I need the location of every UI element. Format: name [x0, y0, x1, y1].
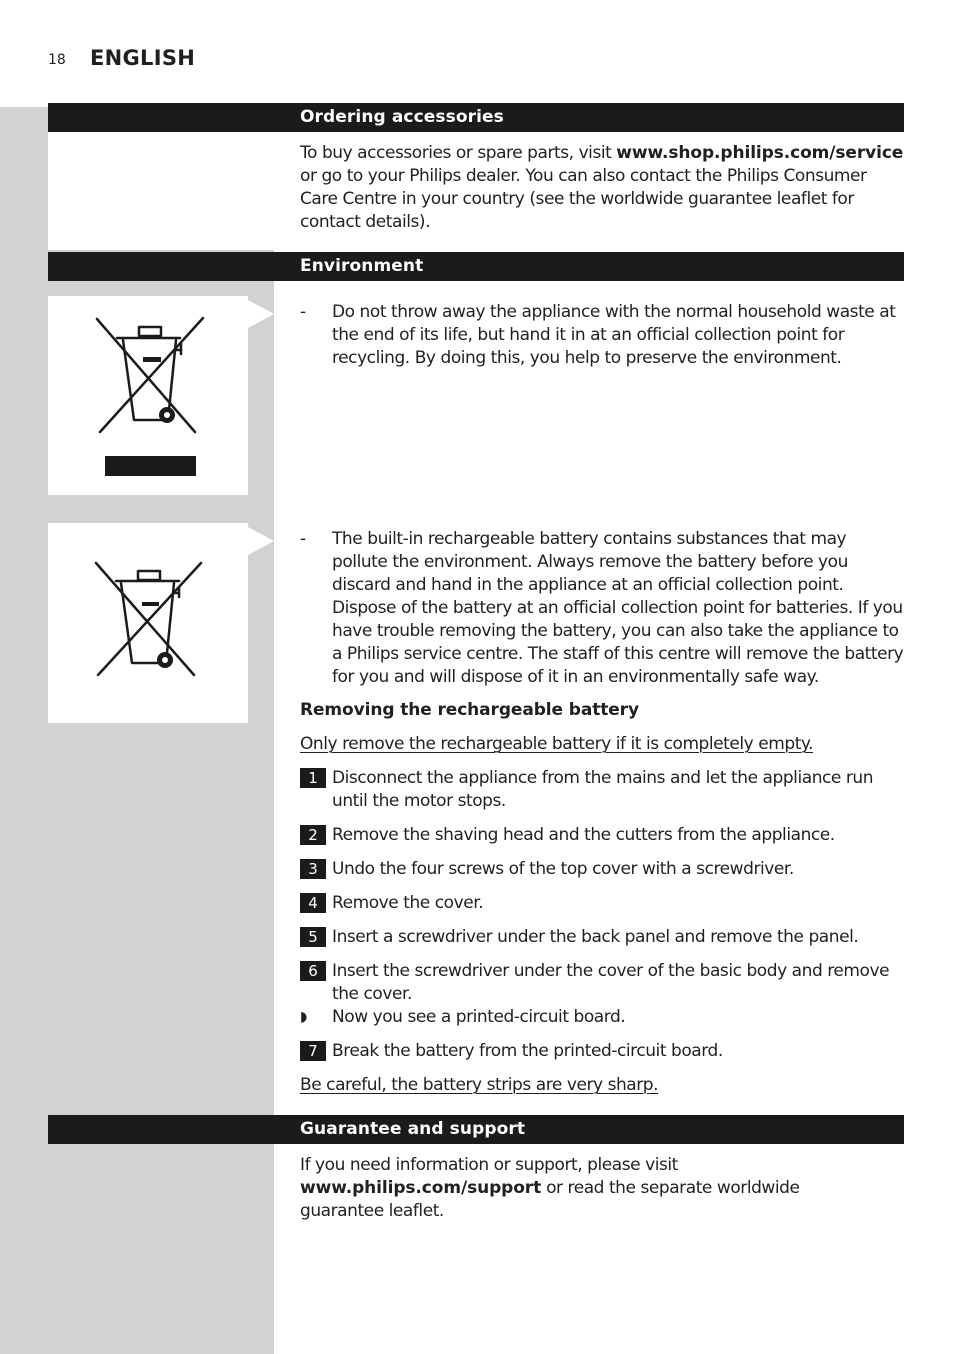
removing-battery-heading: Removing the rechargeable battery	[300, 700, 639, 720]
result-text: Now you see a printed-circuit board.	[332, 1007, 626, 1027]
step-text: Undo the four screws of the top cover with a screwdriver.	[332, 859, 794, 879]
step-number: 1	[300, 768, 326, 788]
guarantee-paragraph	[300, 1154, 860, 1223]
step-item	[300, 1040, 904, 1063]
figure-pointer	[248, 300, 274, 328]
step-item	[300, 960, 904, 1006]
step-item	[300, 926, 904, 949]
step-number: 3	[300, 859, 326, 879]
list-dash: -	[300, 529, 306, 549]
margin-white-band	[48, 132, 274, 250]
page-number: 18	[48, 52, 66, 68]
crossed-out-wheelie-bin-icon	[48, 296, 248, 495]
environment-item-1-text: Do not throw away the appliance with the normal household waste at the end of its life, but hand it in at an official collection point for recycling. By doing this, you help to preserve the environment.	[332, 302, 896, 368]
ordering-paragraph	[300, 142, 904, 234]
step-number: 5	[300, 927, 326, 947]
crossed-out-wheelie-bin-icon	[48, 523, 248, 723]
step-item	[300, 892, 904, 915]
ordering-text-end: or go to your Philips dealer. You can also contact the Philips Consumer Care Centre in your country (see the worldwide guarantee leaflet for contact details).	[300, 166, 867, 232]
step-item	[300, 767, 904, 813]
step-number: 2	[300, 825, 326, 845]
environment-item-2	[300, 528, 904, 689]
wheelie-bin-figure-2	[48, 523, 248, 723]
result-item	[300, 1006, 904, 1029]
section-title: Environment	[300, 256, 424, 276]
section-title: Guarantee and support	[300, 1119, 526, 1139]
figure-pointer	[248, 527, 274, 555]
step-item	[300, 858, 904, 881]
step-text: Insert a screwdriver under the back panel and remove the panel.	[332, 927, 859, 947]
guarantee-text-end: or read the separate worldwide guarantee leaflet.	[300, 1178, 800, 1221]
caution-note: Be careful, the battery strips are very sharp.	[300, 1075, 659, 1095]
removing-warning: Only remove the rechargeable battery if it is completely empty.	[300, 734, 814, 754]
list-dash: -	[300, 302, 306, 322]
step-number: 7	[300, 1041, 326, 1061]
section-header-guarantee	[48, 1115, 904, 1144]
step-text: Disconnect the appliance from the mains and let the appliance run until the motor stops.	[332, 768, 874, 811]
guarantee-text-start: If you need information or support, please visit	[300, 1155, 678, 1175]
step-text: Remove the shaving head and the cutters from the appliance.	[332, 825, 835, 845]
ordering-text-start: To buy accessories or spare parts, visit	[300, 143, 617, 163]
step-number: 6	[300, 961, 326, 981]
section-header-environment	[48, 252, 904, 281]
section-title: Ordering accessories	[300, 107, 504, 127]
step-text: Insert the screwdriver under the cover of the basic body and remove the cover.	[332, 961, 890, 1004]
page-margin-column	[0, 107, 274, 1354]
wheelie-bin-figure-1	[48, 296, 248, 495]
step-text: Break the battery from the printed-circuit board.	[332, 1041, 723, 1061]
environment-item-2-text: The built-in rechargeable battery contains substances that may pollute the environment. Always remove the battery before you discard and hand in the appliance at an official collection point. Dispose of the battery at an official collection point for batteries. If you have trouble removing the battery, you can also take the appliance to a Philips service centre. The staff of this centre will remove the battery for you and will dispose of it in an environmentally safe way.	[332, 529, 904, 687]
support-link[interactable]: www.philips.com/support	[300, 1178, 542, 1198]
step-item	[300, 824, 904, 847]
result-arrow-icon: ◗	[300, 1009, 307, 1025]
environment-item-1	[300, 301, 904, 370]
page-language-heading: ENGLISH	[90, 46, 196, 70]
step-text: Remove the cover.	[332, 893, 484, 913]
step-number: 4	[300, 893, 326, 913]
shop-link[interactable]: www.shop.philips.com/service	[616, 143, 904, 163]
section-header-ordering	[48, 103, 904, 132]
